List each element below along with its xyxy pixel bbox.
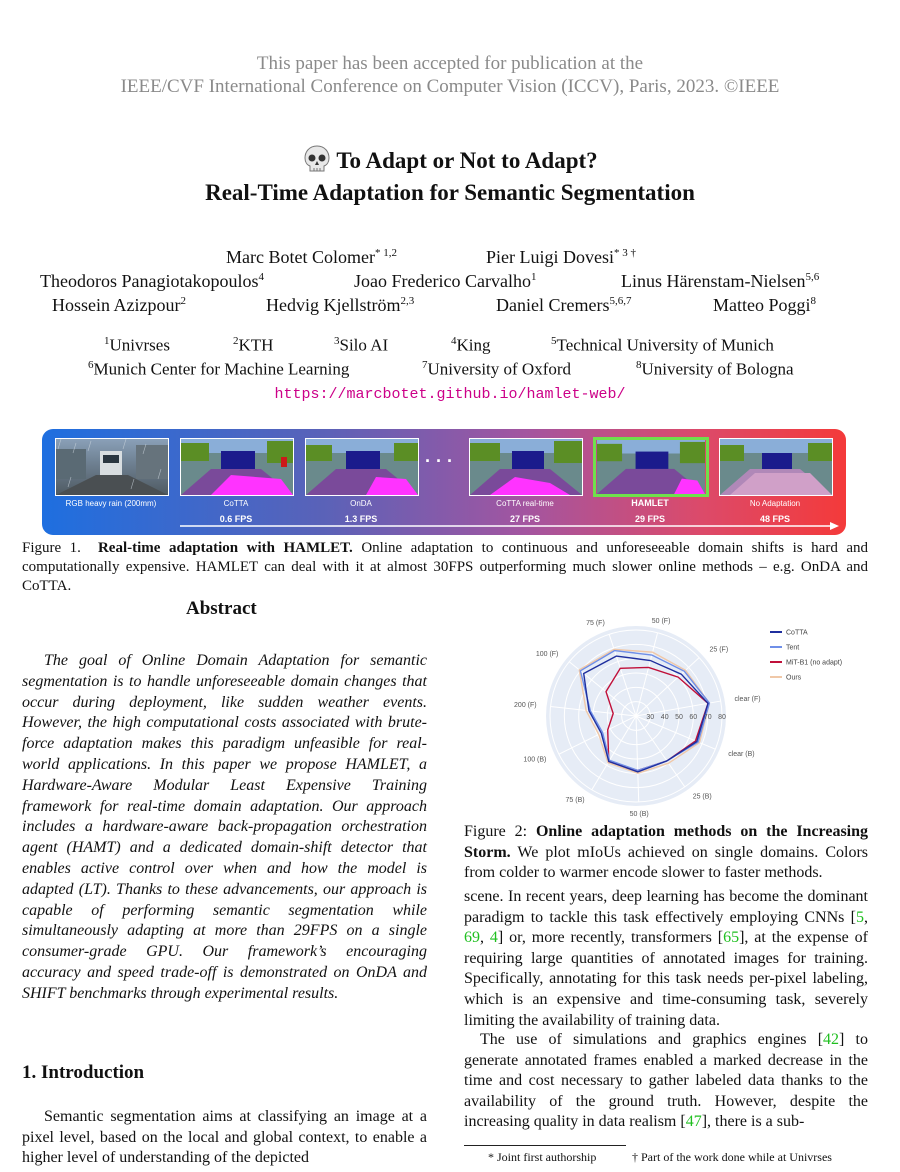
introduction-heading: 1. Introduction — [22, 1062, 145, 1083]
author: Theodoros Panagiotakopoulos$^4$ — [40, 271, 264, 291]
panel-label: CoTTA real-time — [496, 499, 554, 508]
fps-label: 1.3 FPS — [344, 514, 378, 524]
hamlet-segmentation — [593, 437, 709, 497]
figure-2-caption: Figure 2: Online adaptation methods on the Increasing Storm. We plot mIoUs achieved on single domains. Colors from colder to warmer encode slower to faster methods. — [464, 823, 869, 881]
author: Matteo Poggi$^8$ — [713, 295, 816, 315]
figure-1-caption: Figure 1. Real-time adaptation with HAMLET. Online adaptation to continuous and unforeseeable domain shifts is hard and computationally expensive. HAMLET can deal with it at almost 30FPS outperforming much slower online methods – e.g. OnDA and CoTTA. — [22, 540, 868, 594]
acceptance-notice-line-1: This paper has been accepted for publication at the — [256, 53, 644, 74]
project-url-link[interactable]: https://marcbotet.github.io/hamlet-web/ — [274, 386, 626, 403]
introduction-text: Semantic segmentation aims at classifying an image at a pixel level, based on the local and global context, to enable a higher level of understanding of the depicted — [22, 1108, 427, 1167]
author: Joao Frederico Carvalho$^1$ — [354, 271, 537, 291]
legend-label: Ours — [786, 674, 802, 682]
axis-label: 100 (F) — [535, 651, 559, 659]
acceptance-notice-line-2: IEEE/CVF International Conference on Computer Vision (ICCV), Paris, 2023. ©IEEE — [120, 76, 780, 97]
citation-link[interactable]: 4 — [489, 929, 498, 947]
radial-tick-label: 40 — [660, 714, 669, 721]
legend-label: MiT-B1 (no adapt) — [786, 659, 843, 667]
citation-link[interactable]: 47 — [685, 1113, 702, 1131]
rain-scene-graphic — [56, 439, 168, 495]
ellipsis: · · · — [425, 451, 453, 471]
segmentation-map — [181, 439, 293, 495]
radial-tick-label: 30 — [646, 714, 655, 721]
fps-label: 48 FPS — [759, 514, 790, 524]
abstract-text: The goal of Online Domain Adaptation for semantic segmentation is to handle unforeseeable domain changes that occur during deployment, like sudden weather events. However, the high computational costs associated with brute-force adaptation makes this paradigm unfeasible for real-world applications. In this paper we propose HAMLET, a Hardware-Aware Modular Least Expensive Training framework for real-time domain adaptation. Our approach includes a hardware-aware back-propagation orchestration agent (HAMT) and a dedicated domain-shift detector that enables active control over when and how the model is adapted (LT). Thanks to these advancements, our approach is capable of performing semantic segmentation while simultaneously adapting at more than 29FPS on a single consumer-grade GPU. Our framework’s encouraging accuracy and speed trade-off is demonstrated on OnDA and SHIFT benchmarks through experimental results. — [22, 652, 427, 1002]
cotta-segmentation — [180, 438, 294, 496]
radial-tick-label: 80 — [718, 714, 726, 721]
axis-label: 100 (B) — [523, 756, 547, 764]
paper-title-line-2: Real-Time Adaptation for Semantic Segmentation — [205, 180, 695, 205]
segmentation-map — [720, 439, 832, 495]
author: Marc Botet Colomer$^{* 1,2}$ — [226, 247, 397, 267]
affiliation: $^8$University of Bologna — [636, 359, 794, 379]
radial-tick-label: 50 — [675, 714, 683, 721]
affiliation: $^3$Silo AI — [334, 335, 389, 355]
footnote-rule — [464, 1145, 626, 1146]
radar-chart — [500, 608, 880, 818]
abstract-heading: Abstract — [186, 598, 257, 619]
panel-label: No Adaptation — [749, 499, 801, 508]
fps-label: 29 FPS — [634, 514, 665, 524]
affiliation: $^5$Technical University of Munich — [551, 335, 774, 355]
legend-label: Tent — [786, 644, 800, 652]
cotta-realtime-segmentation — [469, 438, 583, 496]
axis-label: 75 (B) — [565, 797, 585, 805]
no-adaptation-segmentation — [719, 438, 833, 496]
radial-tick-label: 70 — [703, 714, 712, 721]
panel-label: OnDA — [350, 499, 372, 508]
citation-link[interactable]: 69 — [464, 929, 480, 947]
panel-label: HAMLET — [631, 498, 669, 508]
legend-label: CoTTA — [786, 629, 808, 637]
panel-label: CoTTA — [223, 499, 249, 508]
axis-label: 50 (F) — [651, 618, 671, 626]
axis-label: 25 (F) — [709, 646, 729, 654]
paper-title-line-1 — [0, 144, 900, 176]
affiliation: $^4$King — [451, 335, 491, 355]
affiliation: $^6$Munich Center for Machine Learning — [88, 359, 350, 379]
panel-label: RGB heavy rain (200mm) — [65, 499, 157, 508]
axis-label: 200 (F) — [514, 702, 537, 710]
speed-arrow — [180, 521, 840, 531]
radial-tick-label: 60 — [689, 714, 698, 721]
body-paragraph-1: scene. In recent years, deep learning has become the dominant paradigm to tackle this task effectively employing CNNs [5, 69, 4] or, more recently, transformers [65], at the expense of requiring large quantities of annotated images for training. Specifically, annotating for this task needs per-pixel labeling, which is an expensive and time-consuming task, severely limiting the availability of training data. — [464, 888, 869, 1029]
body-paragraph-2: The use of simulations and graphics engines [42] to generate annotated frames enabled a marked decrease in the time and cost necessary to gather labeled data thanks to the availability of the ground truth. However, despite the increasing quality in data realism [47], there is a sub- — [464, 1031, 868, 1131]
segmentation-map — [596, 440, 706, 494]
affiliation: $^2$KTH — [233, 335, 274, 355]
skull-icon — [302, 144, 332, 174]
title-line-1-text: To Adapt or Not to Adapt? — [336, 148, 598, 173]
affiliation: $^1$Univrses — [104, 335, 170, 355]
citation-link[interactable]: 65 — [723, 929, 740, 947]
affiliation: $^7$University of Oxford — [422, 359, 572, 379]
citation-link[interactable]: 42 — [823, 1031, 840, 1048]
axis-label: 50 (B) — [629, 811, 649, 818]
segmentation-map — [306, 439, 418, 495]
segmentation-map — [470, 439, 582, 495]
teaser-figure — [42, 429, 846, 535]
author: Linus Härenstam-Nielsen$^{5,6}$ — [621, 271, 820, 291]
axis-label: 25 (B) — [692, 793, 712, 801]
author: Hossein Azizpour$^2$ — [52, 295, 186, 315]
author: Daniel Cremers$^{5,6,7}$ — [496, 295, 632, 315]
axis-label: 75 (F) — [586, 619, 605, 627]
author: Pier Luigi Dovesi$^{* 3 \dagger}$ — [486, 247, 636, 267]
footnote-1: * Joint first authorship — [488, 1150, 597, 1164]
author: Hedvig Kjellström$^{2,3}$ — [266, 295, 415, 315]
footnote-2: † Part of the work done while at Univrses — [632, 1150, 832, 1164]
fps-label: 0.6 FPS — [219, 514, 253, 524]
fps-label: 27 FPS — [509, 514, 540, 524]
axis-label: clear (B) — [728, 750, 755, 758]
onda-segmentation — [305, 438, 419, 496]
citation-link[interactable]: 5 — [856, 908, 864, 926]
axis-label: clear (F) — [734, 696, 761, 703]
rgb-rain-image — [55, 438, 169, 496]
